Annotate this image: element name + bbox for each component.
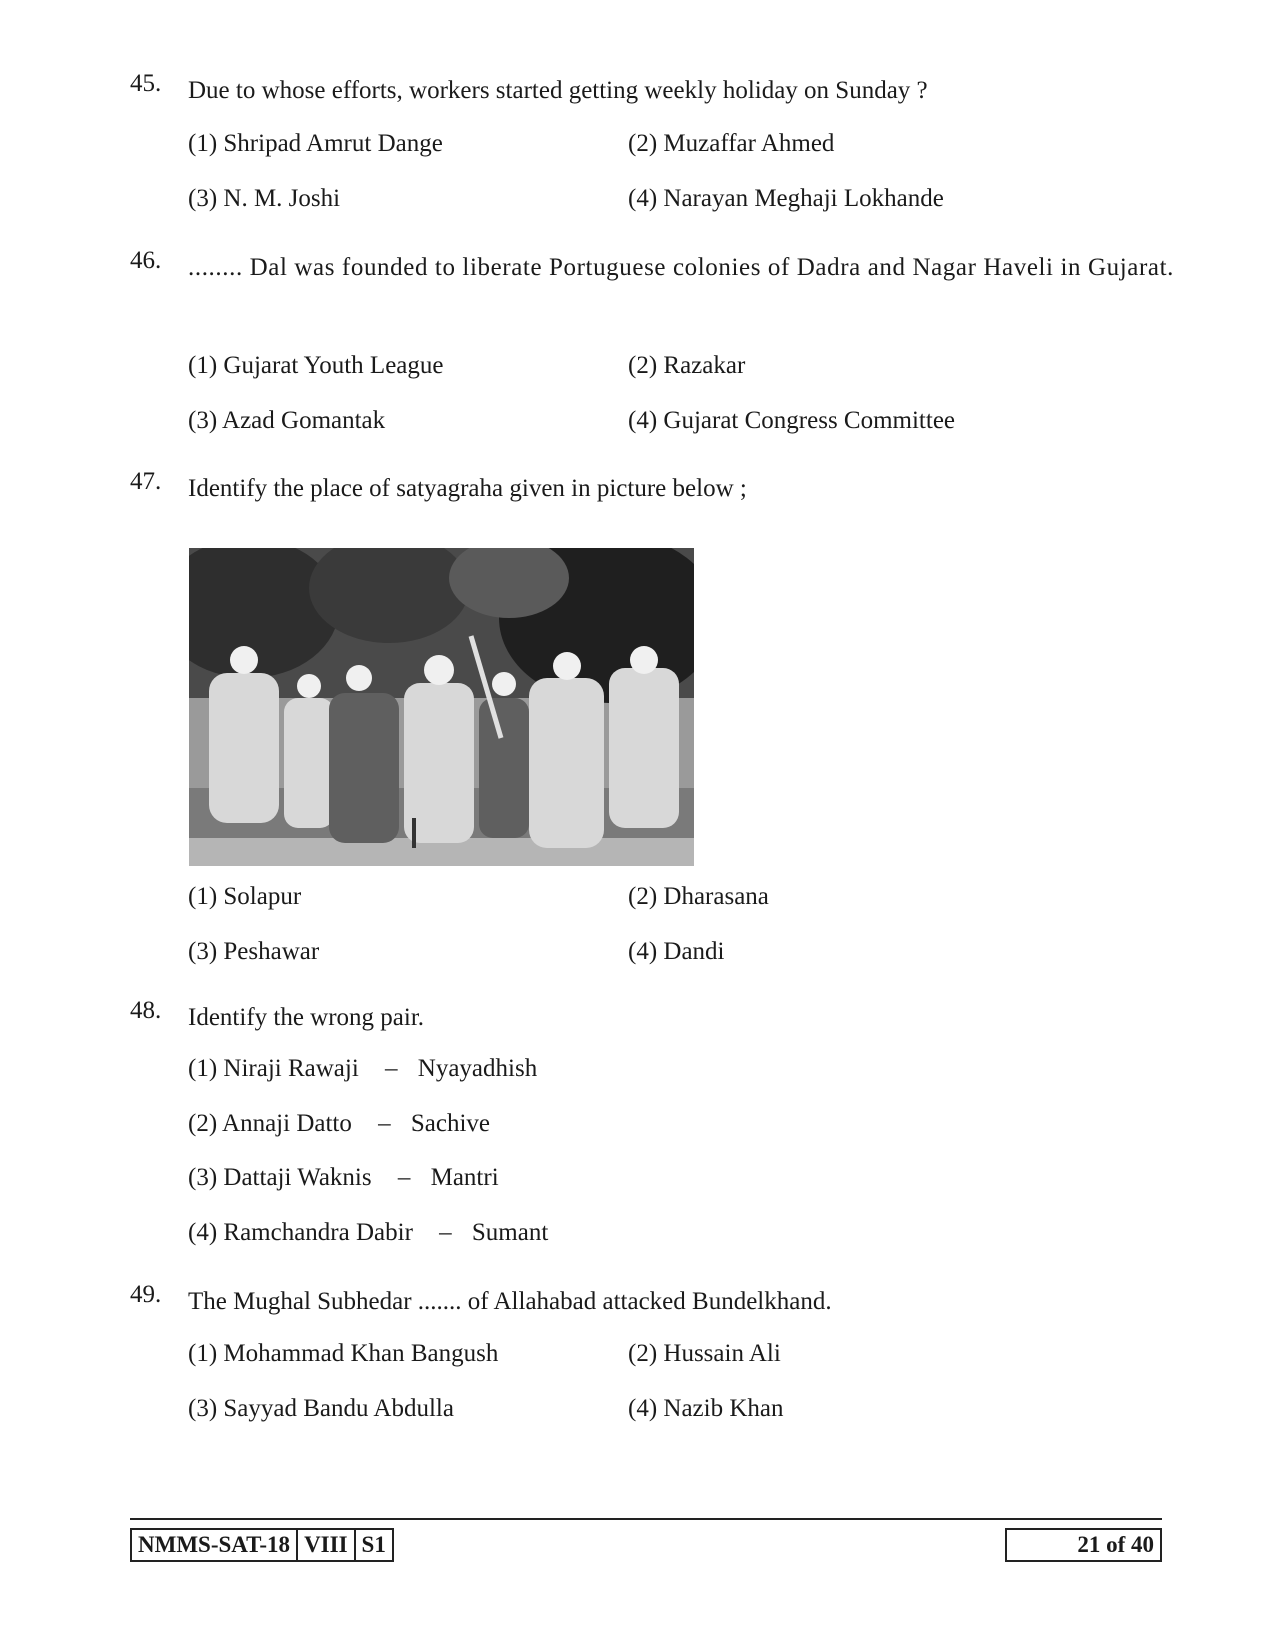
- option-1[interactable]: (1) Mohammad Khan Bangush: [188, 1340, 499, 1367]
- option-1[interactable]: (1) Solapur: [188, 883, 302, 910]
- question-text: Identify the place of satyagraha given in picture below ;: [188, 475, 747, 502]
- pair-label: (4) Ramchandra Dabir: [188, 1219, 413, 1246]
- pair-label: (2) Annaji Datto: [188, 1110, 352, 1137]
- option-3[interactable]: (3) Azad Gomantak: [188, 407, 386, 434]
- class-label: VIII: [296, 1530, 353, 1560]
- footer-rule: [130, 1518, 1162, 1520]
- pair-option-1[interactable]: [188, 1055, 537, 1083]
- pair-value: Nyayadhish: [417, 1055, 538, 1082]
- question-text: ........ Dal was founded to liberate Portuguese colonies of Dadra and Nagar Haveli in Gujarat.: [188, 254, 1174, 281]
- pair-option-2[interactable]: [188, 1110, 490, 1138]
- option-3[interactable]: (3) Peshawar: [188, 938, 320, 965]
- option-4[interactable]: (4) Nazib Khan: [628, 1395, 784, 1422]
- pair-value: Mantri: [430, 1164, 499, 1191]
- question-number: 48.: [130, 997, 162, 1024]
- page-number: 21 of 40: [1077, 1532, 1154, 1557]
- option-3[interactable]: (3) Sayyad Bandu Abdulla: [188, 1395, 454, 1422]
- paper-code: NMMS-SAT-18: [138, 1532, 291, 1557]
- question-number: 49.: [130, 1281, 162, 1308]
- paper-code-box: [130, 1528, 394, 1562]
- pair-dash: –: [378, 1110, 391, 1137]
- photo-illustration: [189, 548, 694, 866]
- question-number: 47.: [130, 468, 162, 495]
- satyagraha-photo: [189, 548, 694, 866]
- option-1[interactable]: (1) Shripad Amrut Dange: [188, 130, 443, 157]
- question-text: Due to whose efforts, workers started getting weekly holiday on Sunday ?: [188, 77, 928, 104]
- question-text: The Mughal Subhedar ....... of Allahabad attacked Bundelkhand.: [188, 1288, 832, 1315]
- pair-value: Sachive: [410, 1110, 490, 1137]
- set-label: S1: [354, 1530, 392, 1560]
- pair-option-3[interactable]: [188, 1164, 499, 1192]
- option-2[interactable]: (2) Hussain Ali: [628, 1340, 781, 1367]
- pair-dash: –: [439, 1219, 452, 1246]
- pair-label: (3) Dattaji Waknis: [188, 1164, 372, 1191]
- option-3[interactable]: (3) N. M. Joshi: [188, 185, 341, 212]
- option-4[interactable]: (4) Dandi: [628, 938, 725, 965]
- pair-value: Sumant: [471, 1219, 549, 1246]
- option-4[interactable]: (4) Narayan Meghaji Lokhande: [628, 185, 944, 212]
- pair-label: (1) Niraji Rawaji: [188, 1055, 359, 1082]
- pair-option-4[interactable]: [188, 1219, 548, 1247]
- pair-dash: –: [397, 1164, 411, 1191]
- option-1[interactable]: (1) Gujarat Youth League: [188, 352, 444, 379]
- pair-dash: –: [385, 1055, 398, 1082]
- question-number: 46.: [130, 247, 162, 274]
- option-2[interactable]: (2) Razakar: [628, 352, 746, 379]
- option-2[interactable]: (2) Dharasana: [628, 883, 769, 910]
- question-text: Identify the wrong pair.: [188, 1004, 425, 1031]
- question-number: 45.: [130, 70, 162, 97]
- option-4[interactable]: (4) Gujarat Congress Committee: [628, 407, 956, 434]
- option-2[interactable]: (2) Muzaffar Ahmed: [628, 130, 835, 157]
- page-number-box: [1005, 1528, 1162, 1562]
